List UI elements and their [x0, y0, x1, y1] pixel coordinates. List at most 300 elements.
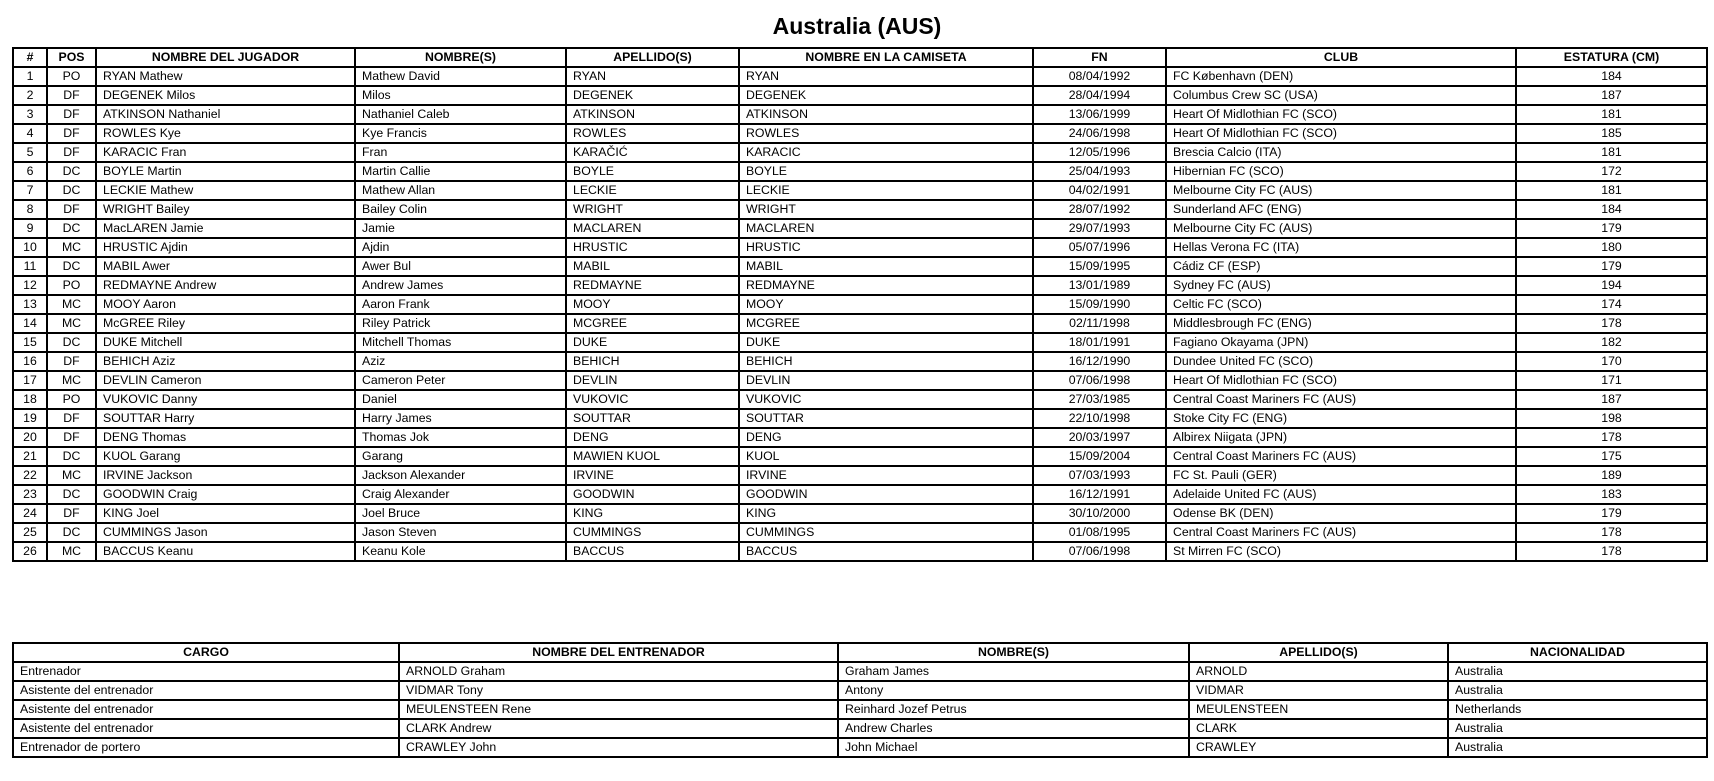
players-column-header: CLUB — [1166, 48, 1516, 67]
staff-header-row — [13, 643, 1707, 662]
staff-cell: ARNOLD Graham — [399, 662, 838, 681]
players-cell: 8 — [13, 200, 47, 219]
players-cell: MACLAREN — [566, 219, 739, 238]
players-cell: GOODWIN Craig — [96, 485, 355, 504]
players-cell: GOODWIN — [739, 485, 1033, 504]
players-cell: 07/06/1998 — [1033, 371, 1166, 390]
players-column-header: APELLIDO(S) — [566, 48, 739, 67]
players-cell: MC — [47, 238, 96, 257]
players-cell: 184 — [1516, 67, 1707, 86]
staff-cell: Asistente del entrenador — [13, 719, 399, 738]
players-cell: 24/06/1998 — [1033, 124, 1166, 143]
players-cell: LECKIE — [739, 181, 1033, 200]
players-cell: CUMMINGS Jason — [96, 523, 355, 542]
players-cell: PO — [47, 67, 96, 86]
player-row — [13, 523, 1707, 542]
players-cell: DC — [47, 162, 96, 181]
players-cell: 181 — [1516, 143, 1707, 162]
players-cell: CUMMINGS — [739, 523, 1033, 542]
players-column-header: NOMBRE EN LA CAMISETA — [739, 48, 1033, 67]
players-cell: Mitchell Thomas — [355, 333, 566, 352]
players-cell: 170 — [1516, 352, 1707, 371]
players-cell: 182 — [1516, 333, 1707, 352]
players-cell: 20/03/1997 — [1033, 428, 1166, 447]
players-cell: BOYLE — [739, 162, 1033, 181]
staff-cell: Entrenador — [13, 662, 399, 681]
players-cell: IRVINE — [566, 466, 739, 485]
players-cell: Kye Francis — [355, 124, 566, 143]
players-cell: 28/04/1994 — [1033, 86, 1166, 105]
players-cell: DC — [47, 219, 96, 238]
staff-cell: CRAWLEY John — [399, 738, 838, 757]
players-cell: PO — [47, 390, 96, 409]
players-cell: Martin Callie — [355, 162, 566, 181]
players-cell: McGREE Riley — [96, 314, 355, 333]
players-cell: MC — [47, 466, 96, 485]
players-cell: Mathew Allan — [355, 181, 566, 200]
players-cell: Milos — [355, 86, 566, 105]
players-cell: DUKE — [739, 333, 1033, 352]
players-cell: IRVINE Jackson — [96, 466, 355, 485]
players-cell: DF — [47, 86, 96, 105]
staff-cell: Asistente del entrenador — [13, 681, 399, 700]
players-cell: 179 — [1516, 257, 1707, 276]
players-cell: 185 — [1516, 124, 1707, 143]
players-header-row — [13, 48, 1707, 67]
players-cell: 15/09/2004 — [1033, 447, 1166, 466]
players-cell: 17 — [13, 371, 47, 390]
players-cell: Sydney FC (AUS) — [1166, 276, 1516, 295]
players-cell: 19 — [13, 409, 47, 428]
players-cell: Joel Bruce — [355, 504, 566, 523]
staff-cell: Antony — [838, 681, 1189, 700]
players-cell: MOOY — [739, 295, 1033, 314]
player-row — [13, 181, 1707, 200]
players-cell: 5 — [13, 143, 47, 162]
players-cell: 178 — [1516, 428, 1707, 447]
players-cell: 4 — [13, 124, 47, 143]
players-cell: DC — [47, 447, 96, 466]
players-cell: DC — [47, 333, 96, 352]
players-cell: 18/01/1991 — [1033, 333, 1166, 352]
players-cell: 04/02/1991 — [1033, 181, 1166, 200]
players-cell: ROWLES Kye — [96, 124, 355, 143]
players-cell: RYAN Mathew — [96, 67, 355, 86]
players-cell: 07/06/1998 — [1033, 542, 1166, 561]
players-cell: Jackson Alexander — [355, 466, 566, 485]
players-cell: DF — [47, 105, 96, 124]
players-cell: DF — [47, 409, 96, 428]
players-cell: IRVINE — [739, 466, 1033, 485]
players-cell: DC — [47, 485, 96, 504]
players-cell: 27/03/1985 — [1033, 390, 1166, 409]
players-cell: 02/11/1998 — [1033, 314, 1166, 333]
players-cell: MC — [47, 295, 96, 314]
players-cell: Mathew David — [355, 67, 566, 86]
players-cell: 187 — [1516, 390, 1707, 409]
player-row — [13, 447, 1707, 466]
staff-cell: Australia — [1448, 719, 1707, 738]
players-cell: DC — [47, 523, 96, 542]
staff-cell: Australia — [1448, 662, 1707, 681]
players-cell: ROWLES — [566, 124, 739, 143]
players-cell: BACCUS — [566, 542, 739, 561]
staff-cell: Entrenador de portero — [13, 738, 399, 757]
players-cell: 15/09/1990 — [1033, 295, 1166, 314]
players-cell: KARACIC — [739, 143, 1033, 162]
staff-row — [13, 719, 1707, 738]
players-cell: Jamie — [355, 219, 566, 238]
staff-cell: Reinhard Jozef Petrus — [838, 700, 1189, 719]
players-cell: DF — [47, 428, 96, 447]
players-cell: Melbourne City FC (AUS) — [1166, 181, 1516, 200]
players-cell: KING Joel — [96, 504, 355, 523]
players-cell: Keanu Kole — [355, 542, 566, 561]
players-cell: HRUSTIC — [739, 238, 1033, 257]
player-row — [13, 105, 1707, 124]
players-cell: 16 — [13, 352, 47, 371]
players-cell: DEGENEK — [566, 86, 739, 105]
players-cell: LECKIE — [566, 181, 739, 200]
players-cell: FC St. Pauli (GER) — [1166, 466, 1516, 485]
staff-cell: Australia — [1448, 681, 1707, 700]
players-cell: ATKINSON — [566, 105, 739, 124]
player-row — [13, 485, 1707, 504]
players-cell: DF — [47, 124, 96, 143]
players-cell: ATKINSON — [739, 105, 1033, 124]
staff-cell: VIDMAR Tony — [399, 681, 838, 700]
players-cell: 7 — [13, 181, 47, 200]
players-cell: Middlesbrough FC (ENG) — [1166, 314, 1516, 333]
players-cell: 18 — [13, 390, 47, 409]
players-cell: 1 — [13, 67, 47, 86]
players-cell: DF — [47, 504, 96, 523]
players-cell: 21 — [13, 447, 47, 466]
players-cell: 30/10/2000 — [1033, 504, 1166, 523]
player-row — [13, 428, 1707, 447]
players-cell: BEHICH Aziz — [96, 352, 355, 371]
players-cell: DC — [47, 257, 96, 276]
players-cell: Daniel — [355, 390, 566, 409]
players-cell: 11 — [13, 257, 47, 276]
players-cell: RYAN — [566, 67, 739, 86]
players-cell: 171 — [1516, 371, 1707, 390]
players-cell: 16/12/1991 — [1033, 485, 1166, 504]
players-cell: SOUTTAR Harry — [96, 409, 355, 428]
players-cell: DEVLIN — [739, 371, 1033, 390]
players-cell: St Mirren FC (SCO) — [1166, 542, 1516, 561]
staff-cell: ARNOLD — [1189, 662, 1448, 681]
staff-row — [13, 681, 1707, 700]
players-cell: Harry James — [355, 409, 566, 428]
players-cell: DENG Thomas — [96, 428, 355, 447]
players-cell: DF — [47, 352, 96, 371]
players-cell: Craig Alexander — [355, 485, 566, 504]
players-column-header: # — [13, 48, 47, 67]
players-cell: 08/04/1992 — [1033, 67, 1166, 86]
players-cell: Central Coast Mariners FC (AUS) — [1166, 447, 1516, 466]
players-cell: 178 — [1516, 542, 1707, 561]
players-cell: MABIL — [739, 257, 1033, 276]
staff-column-header: NACIONALIDAD — [1448, 643, 1707, 662]
staff-cell: Australia — [1448, 738, 1707, 757]
staff-row — [13, 662, 1707, 681]
players-cell: 6 — [13, 162, 47, 181]
players-cell: Garang — [355, 447, 566, 466]
players-cell: Aaron Frank — [355, 295, 566, 314]
players-cell: MABIL — [566, 257, 739, 276]
players-cell: 181 — [1516, 105, 1707, 124]
players-cell: 184 — [1516, 200, 1707, 219]
player-row — [13, 276, 1707, 295]
players-cell: DEVLIN — [566, 371, 739, 390]
player-row — [13, 504, 1707, 523]
players-cell: 14 — [13, 314, 47, 333]
players-cell: Columbus Crew SC (USA) — [1166, 86, 1516, 105]
staff-column-header: NOMBRE DEL ENTRENADOR — [399, 643, 838, 662]
players-cell: 12 — [13, 276, 47, 295]
players-cell: 13/06/1999 — [1033, 105, 1166, 124]
players-cell: MOOY Aaron — [96, 295, 355, 314]
players-cell: 174 — [1516, 295, 1707, 314]
players-cell: 178 — [1516, 314, 1707, 333]
players-cell: KING — [566, 504, 739, 523]
players-cell: 15 — [13, 333, 47, 352]
staff-column-header: CARGO — [13, 643, 399, 662]
players-cell: REDMAYNE Andrew — [96, 276, 355, 295]
player-row — [13, 67, 1707, 86]
players-cell: Central Coast Mariners FC (AUS) — [1166, 390, 1516, 409]
players-cell: 13/01/1989 — [1033, 276, 1166, 295]
players-cell: 23 — [13, 485, 47, 504]
players-cell: DUKE Mitchell — [96, 333, 355, 352]
players-cell: BACCUS — [739, 542, 1033, 561]
players-cell: DF — [47, 143, 96, 162]
players-cell: Central Coast Mariners FC (AUS) — [1166, 523, 1516, 542]
player-row — [13, 143, 1707, 162]
staff-cell: MEULENSTEEN — [1189, 700, 1448, 719]
players-cell: Stoke City FC (ENG) — [1166, 409, 1516, 428]
players-cell: VUKOVIC — [566, 390, 739, 409]
players-cell: 20 — [13, 428, 47, 447]
players-cell: 181 — [1516, 181, 1707, 200]
staff-cell: Netherlands — [1448, 700, 1707, 719]
players-cell: 3 — [13, 105, 47, 124]
players-cell: PO — [47, 276, 96, 295]
players-cell: SOUTTAR — [739, 409, 1033, 428]
players-cell: 28/07/1992 — [1033, 200, 1166, 219]
player-row — [13, 542, 1707, 561]
players-cell: Fran — [355, 143, 566, 162]
players-cell: DEVLIN Cameron — [96, 371, 355, 390]
players-cell: KARAČIĆ — [566, 143, 739, 162]
staff-cell: CLARK Andrew — [399, 719, 838, 738]
players-cell: Adelaide United FC (AUS) — [1166, 485, 1516, 504]
player-row — [13, 124, 1707, 143]
players-cell: KUOL — [739, 447, 1033, 466]
players-cell: KING — [739, 504, 1033, 523]
players-cell: DENG — [739, 428, 1033, 447]
players-cell: 187 — [1516, 86, 1707, 105]
player-row — [13, 162, 1707, 181]
player-row — [13, 333, 1707, 352]
players-cell: 13 — [13, 295, 47, 314]
players-cell: DUKE — [566, 333, 739, 352]
players-cell: MAWIEN KUOL — [566, 447, 739, 466]
players-cell: 26 — [13, 542, 47, 561]
players-cell: Nathaniel Caleb — [355, 105, 566, 124]
player-row — [13, 295, 1707, 314]
player-row — [13, 390, 1707, 409]
players-cell: MacLAREN Jamie — [96, 219, 355, 238]
players-cell: BEHICH — [739, 352, 1033, 371]
players-cell: DF — [47, 200, 96, 219]
player-row — [13, 86, 1707, 105]
players-cell: Awer Bul — [355, 257, 566, 276]
staff-cell: MEULENSTEEN Rene — [399, 700, 838, 719]
players-column-header: NOMBRE DEL JUGADOR — [96, 48, 355, 67]
players-cell: 07/03/1993 — [1033, 466, 1166, 485]
players-cell: DEGENEK Milos — [96, 86, 355, 105]
players-cell: 198 — [1516, 409, 1707, 428]
players-column-header: FN — [1033, 48, 1166, 67]
players-column-header: POS — [47, 48, 96, 67]
players-cell: 172 — [1516, 162, 1707, 181]
players-cell: 25/04/1993 — [1033, 162, 1166, 181]
players-cell: Andrew James — [355, 276, 566, 295]
players-cell: WRIGHT — [566, 200, 739, 219]
players-cell: FC København (DEN) — [1166, 67, 1516, 86]
players-cell: 15/09/1995 — [1033, 257, 1166, 276]
players-cell: Thomas Jok — [355, 428, 566, 447]
players-cell: REDMAYNE — [739, 276, 1033, 295]
players-cell: MCGREE — [566, 314, 739, 333]
players-cell: Aziz — [355, 352, 566, 371]
players-cell: 2 — [13, 86, 47, 105]
players-cell: 178 — [1516, 523, 1707, 542]
players-cell: DC — [47, 181, 96, 200]
players-cell: HRUSTIC — [566, 238, 739, 257]
players-cell: MC — [47, 371, 96, 390]
players-cell: 29/07/1993 — [1033, 219, 1166, 238]
player-row — [13, 238, 1707, 257]
players-cell: BOYLE — [566, 162, 739, 181]
players-cell: MC — [47, 542, 96, 561]
players-cell: KARACIC Fran — [96, 143, 355, 162]
players-cell: REDMAYNE — [566, 276, 739, 295]
players-cell: 12/05/1996 — [1033, 143, 1166, 162]
staff-cell: VIDMAR — [1189, 681, 1448, 700]
players-cell: CUMMINGS — [566, 523, 739, 542]
player-row — [13, 466, 1707, 485]
players-cell: 10 — [13, 238, 47, 257]
players-cell: BACCUS Keanu — [96, 542, 355, 561]
players-cell: Sunderland AFC (ENG) — [1166, 200, 1516, 219]
players-cell: MABIL Awer — [96, 257, 355, 276]
players-cell: Cádiz CF (ESP) — [1166, 257, 1516, 276]
players-cell: 179 — [1516, 504, 1707, 523]
players-cell: KUOL Garang — [96, 447, 355, 466]
page-title: Australia (AUS) — [772, 13, 942, 39]
players-cell: Ajdin — [355, 238, 566, 257]
players-cell: VUKOVIC Danny — [96, 390, 355, 409]
players-cell: 05/07/1996 — [1033, 238, 1166, 257]
players-cell: Celtic FC (SCO) — [1166, 295, 1516, 314]
players-cell: WRIGHT Bailey — [96, 200, 355, 219]
players-cell: 179 — [1516, 219, 1707, 238]
players-cell: 189 — [1516, 466, 1707, 485]
player-row — [13, 409, 1707, 428]
players-cell: 22 — [13, 466, 47, 485]
player-row — [13, 352, 1707, 371]
players-cell: 24 — [13, 504, 47, 523]
players-cell: Fagiano Okayama (JPN) — [1166, 333, 1516, 352]
players-cell: Heart Of Midlothian FC (SCO) — [1166, 124, 1516, 143]
player-row — [13, 200, 1707, 219]
staff-cell: John Michael — [838, 738, 1189, 757]
staff-cell: Andrew Charles — [838, 719, 1189, 738]
players-cell: 22/10/1998 — [1033, 409, 1166, 428]
staff-cell: CLARK — [1189, 719, 1448, 738]
players-cell: WRIGHT — [739, 200, 1033, 219]
players-cell: Hellas Verona FC (ITA) — [1166, 238, 1516, 257]
players-cell: GOODWIN — [566, 485, 739, 504]
players-cell: Odense BK (DEN) — [1166, 504, 1516, 523]
players-cell: 175 — [1516, 447, 1707, 466]
players-cell: 16/12/1990 — [1033, 352, 1166, 371]
players-cell: DENG — [566, 428, 739, 447]
players-cell: 01/08/1995 — [1033, 523, 1166, 542]
players-cell: DEGENEK — [739, 86, 1033, 105]
players-cell: MC — [47, 314, 96, 333]
players-cell: Riley Patrick — [355, 314, 566, 333]
players-cell: Hibernian FC (SCO) — [1166, 162, 1516, 181]
players-column-header: ESTATURA (CM) — [1516, 48, 1707, 67]
players-cell: Heart Of Midlothian FC (SCO) — [1166, 371, 1516, 390]
player-row — [13, 257, 1707, 276]
players-cell: 194 — [1516, 276, 1707, 295]
staff-cell: Graham James — [838, 662, 1189, 681]
players-table — [12, 47, 1708, 562]
players-cell: Dundee United FC (SCO) — [1166, 352, 1516, 371]
staff-cell: Asistente del entrenador — [13, 700, 399, 719]
players-cell: RYAN — [739, 67, 1033, 86]
players-cell: MACLAREN — [739, 219, 1033, 238]
staff-row — [13, 700, 1707, 719]
players-cell: Albirex Niigata (JPN) — [1166, 428, 1516, 447]
players-cell: LECKIE Mathew — [96, 181, 355, 200]
staff-row — [13, 738, 1707, 757]
players-cell: 183 — [1516, 485, 1707, 504]
players-cell: 25 — [13, 523, 47, 542]
players-cell: Bailey Colin — [355, 200, 566, 219]
players-cell: BOYLE Martin — [96, 162, 355, 181]
players-cell: 180 — [1516, 238, 1707, 257]
players-cell: 9 — [13, 219, 47, 238]
players-cell: Heart Of Midlothian FC (SCO) — [1166, 105, 1516, 124]
staff-column-header: NOMBRE(S) — [838, 643, 1189, 662]
player-row — [13, 219, 1707, 238]
player-row — [13, 314, 1707, 333]
staff-column-header: APELLIDO(S) — [1189, 643, 1448, 662]
players-cell: ROWLES — [739, 124, 1033, 143]
players-cell: SOUTTAR — [566, 409, 739, 428]
staff-cell: CRAWLEY — [1189, 738, 1448, 757]
players-cell: Melbourne City FC (AUS) — [1166, 219, 1516, 238]
staff-table — [12, 642, 1708, 758]
players-cell: MOOY — [566, 295, 739, 314]
players-cell: ATKINSON Nathaniel — [96, 105, 355, 124]
